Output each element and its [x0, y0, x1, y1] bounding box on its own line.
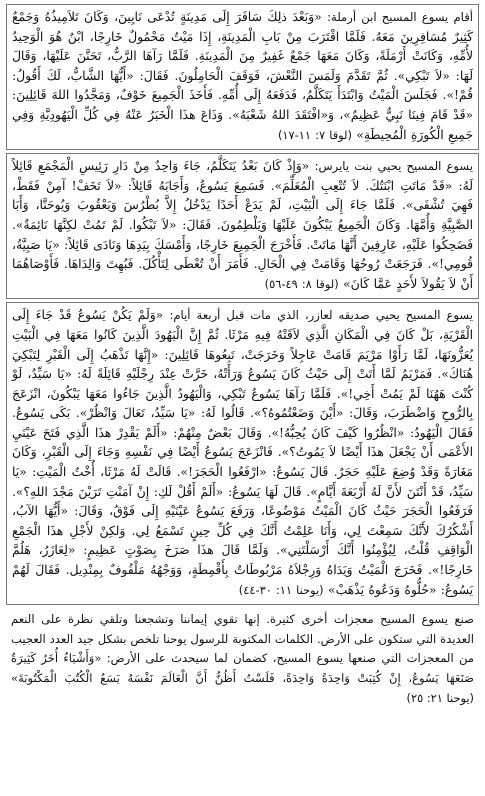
miracle-block-jairus-daughter [6, 153, 479, 299]
scripture-reference: (يوحنا ١١: ٣٠-٤٤) [238, 582, 324, 597]
closing-paragraph [6, 608, 479, 708]
block-lead: أقام يسوع المسيح ابن أرملة: [327, 10, 473, 24]
closing-quote: «وَأَشْيَاءُ أُخَرُ كَثِيرَةٌ صَنَعَهَا يَسُوعُ، إِنْ كُتِبَتْ وَاحِدَةً وَاحِدَةً، فَلَسْتُ أَظُنُّ أَنَّ الْعَالَمَ نَفْسَهُ يَسَعُ الْكُتُبَ الْمَكْتُوبَةَ» [11, 651, 474, 685]
closing-text: صنع يسوع المسيح معجزات أخرى كثيرة. إنها تقوي إيماننا وتشجعنا وتلقي نظرة على النعم العديدة التي ستكون على الأرض. الكلمات المكتوبة للرسول يوحنا تلخص بشكل جيد العدد العجيب من المعجزات التي صنعها يسوع المسيح، كضمان لما سيحدث على الأرض: [11, 612, 474, 666]
scripture-quote: «وَلَمْ يَكُنْ يَسُوعُ قَدْ جَاءَ إِلَى الْقَرْيَةِ، بَلْ كَانَ فِي الْمَكَانِ الَّذِي لاَقَتْهُ فِيهِ مَرْثَا. ثُمَّ إِنَّ الْيَهُودَ الَّذِينَ كَانُوا مَعَهَا فِي الْبَيْتِ يُعَزُّونَهَا، لَمَّا رَأَوْا مَرْيَمَ قَامَتْ عَاجِلاً وَخَرَجَتْ، تَبِعُوهَا قَائِلِينَ: «إِنَّهَا تَذْهَبُ إِلَى الْقَبْرِ لِتَبْكِيَ هُنَاكَ». فَمَرْيَمُ لَمَّا أَتَتْ إِلَى حَيْثُ كَانَ يَسُوعُ وَرَأَتْهُ، خَرَّتْ عِنْدَ رِجْلَيْهِ قَائِلَةً لَهُ: «يَا سَيِّدُ، لَوْ كُنْتَ هَهُنَا لَمْ يَمُتْ أَخِي!». فَلَمَّا رَآهَا يَسُوعُ تَبْكِي، وَالْيَهُودُ الَّذِينَ جَاءُوا مَعَهَا يَبْكُونَ، انْزَعَجَ بِالرُّوحِ وَاضْطَرَبَ، وَقَالَ: «أَيْنَ وَضَعْتُمُوهُ؟». قَالُوا لَهُ: «يَا سَيِّدُ، تَعَالَ وَانْظُرْ». بَكَى يَسُوعُ. فَقَالَ الْيَهُودُ: «انْظُرُوا كَيْفَ كَانَ يُحِبُّهُ!». وَقَالَ بَعْضٌ مِنْهُمْ: «أَلَمْ يَقْدِرْ هذَا الَّذِي فَتَحَ عَيْنَيِ الأَعْمَى أَنْ يَجْعَلَ هذَا أَيْضًا لاَ يَمُوتُ؟». فَانْزَعَجَ يَسُوعُ أَيْضًا فِي نَفْسِهِ وَجَاءَ إِلَى الْقَبْرِ، وَكَانَ مَغَارَةً وَقَدْ وُضِعَ عَلَيْهِ حَجَرٌ. قَالَ يَسُوعُ: «ارْفَعُوا الْحَجَرَ!». قَالَتْ لَهُ مَرْثَا، أُخْتُ الْمَيْتِ: «يَا سَيِّدُ، قَدْ أَنْتَنَ لأَنَّ لَهُ أَرْبَعَةَ أَيَّامٍ». قَالَ لَهَا يَسُوعُ: «أَلَمْ أَقُلْ لَكِ: إِنْ آمَنْتِ تَرَيْنَ مَجْدَ اللهِ؟». فَرَفَعُوا الْحَجَرَ حَيْثُ كَانَ الْمَيْتُ مَوْضُوعًا، وَرَفَعَ يَسُوعُ عَيْنَيْهِ إِلَى فَوْقُ، وَقَالَ: «أَيُّهَا الآبُ، أَشْكُرُكَ لأَنَّكَ سَمِعْتَ لِي، وَأَنَا عَلِمْتُ أَنَّكَ فِي كُلِّ حِينٍ تَسْمَعُ لِي. وَلكِنْ لأَجْلِ هذَا الْجَمْعِ الْوَاقِفِ قُلْتُ، لِيُؤْمِنُوا أَنَّكَ أَرْسَلْتَنِي». وَلَمَّا قَالَ هذَا صَرَخَ بِصَوْتٍ عَظِيمٍ: «لِعَازَرُ، هَلُمَّ خَارِجًا!». فَخَرَجَ الْمَيْتُ وَيَدَاهُ وَرِجْلاَهُ مَرْبُوطَاتٌ بِأَقْمِطَةٍ، وَوَجْهُهُ مَلْفُوفٌ بِمِنْدِيل. فَقَالَ لَهُمْ يَسُوعُ: «حُلُّوهُ وَدَعُوهُ يَذْهَبْ» [12, 308, 473, 597]
scripture-quote: «وَإِذْ كَانَ بَعْدُ يَتَكَلَّمُ، جَاءَ وَاحِدٌ مِنْ دَارِ رَئِيسِ الْمَجْمَعِ قَائِلاً لَهُ: «قَدْ مَاتَتِ ابْنَتُكَ. لاَ تُتْعِبِ الْمُعَلِّمَ». فَسَمِعَ يَسُوعُ، وَأَجَابَهُ قَائِلاً: «لاَ تَخَفْ! آمِنْ فَقَطْ، فَهِيَ تُشْفَى». فَلَمَّا جَاءَ إِلَى الْبَيْتِ، لَمْ يَدَعْ أَحَدًا يَدْخُلُ إِلاَّ بُطْرُسَ وَيَعْقُوبَ وَيُوحَنَّا، وَأَبَا الصَّبِيَّةِ وَأُمَّهَا. وَكَانَ الْجَمِيعُ يَبْكُونَ عَلَيْهَا وَيَلْطِمُونَ. فَقَالَ: «لاَ تَبْكُوا. لَمْ تَمُتْ لكِنَّهَا نَائِمَةٌ». فَضَحِكُوا عَلَيْهِ، عَارِفِينَ أَنَّهَا مَاتَتْ. فَأَخْرَجَ الْجَمِيعَ خَارِجًا، وَأَمْسَكَ بِيَدِهَا وَنَادَى قَائِلاً: «يَا صَبِيَّةُ، قُومِي!». فَرَجَعَتْ رُوحُهَا وَقَامَتْ فِي الْحَالِ. فَأَمَرَ أَنْ تُعْطَى لِتَأْكُلَ. فَبُهِتَ وَالِدَاهَا. فَأَوْصَاهُمَا أَنْ لاَ يَقُولاَ لأَحَدٍ عَمَّا كَانَ» [12, 159, 473, 291]
scripture-reference: (لوقا ٧: ١١-١٧) [277, 127, 352, 142]
scripture-quote: «وَبَعْدَ ذلِكَ سَافَرَ إِلَى مَدِينَةٍ تُدْعَى نَايِينَ، وَكَانَ تَلاَمِيذُهُ وَجَمْعٌ كَثِيرٌ مُسَافِرِينَ مَعَهُ. فَلَمَّا اقْتَرَبَ مِنْ بَابِ الْمَدِينَةِ، إِذَا مَيْتٌ مَحْمُولٌ خَارِجًا، ابْنٌ هُوَ الْوَحِيدُ لأُمِّهِ، وَكَانَتْ أَرْمَلَةً، وَكَانَ مَعَهَا جَمْعٌ غَفِيرٌ مِنَ الْمَدِينَةِ. فَلَمَّا رَآهَا الرَّبُّ، تَحَنَّنَ عَلَيْهَا، وَقَالَ لَهَا: «لاَ تَبْكِي». ثُمَّ تَقَدَّمَ وَلَمَسَ النَّعْشَ، فَوَقَفَ الْحَامِلُونَ. فَقَالَ: «أَيُّهَا الشَّابُّ، لَكَ أَقُولُ: قُمْ!». فَجَلَسَ الْمَيْتُ وَابْتَدَأَ يَتَكَلَّمُ، فَدَفَعَهُ إِلَى أُمِّهِ. فَأَخَذَ الْجَمِيعَ خَوْفٌ، وَمَجَّدُوا اللهَ قَائِلِينَ: «قَدْ قَامَ فِينَا نَبِيٌّ عَظِيمٌ»، وَ«افْتَقَدَ اللهُ شَعْبَهُ». وَذَاعَ هذَا الْخَبَرُ عَنْهُ فِي كُلِّ الْيَهُودِيَّةِ وَفِي جَمِيعِ الْكُورَةِ الْمُحِيطَةِ» [12, 10, 473, 142]
scripture-reference: (لوقا ٨: ٤٩-٥٦) [264, 276, 339, 291]
miracle-block-widow-son [6, 4, 479, 150]
closing-reference: (يوحنا ٢١: ٢٥) [406, 690, 474, 705]
block-lead: يسوع المسيح يحيي صديقه لعازر، الذي مات قبل أربعة أيام: [169, 308, 473, 323]
block-lead: يسوع المسيح يحيي بنت يايرس: [314, 159, 473, 174]
miracle-block-lazarus [6, 302, 479, 605]
